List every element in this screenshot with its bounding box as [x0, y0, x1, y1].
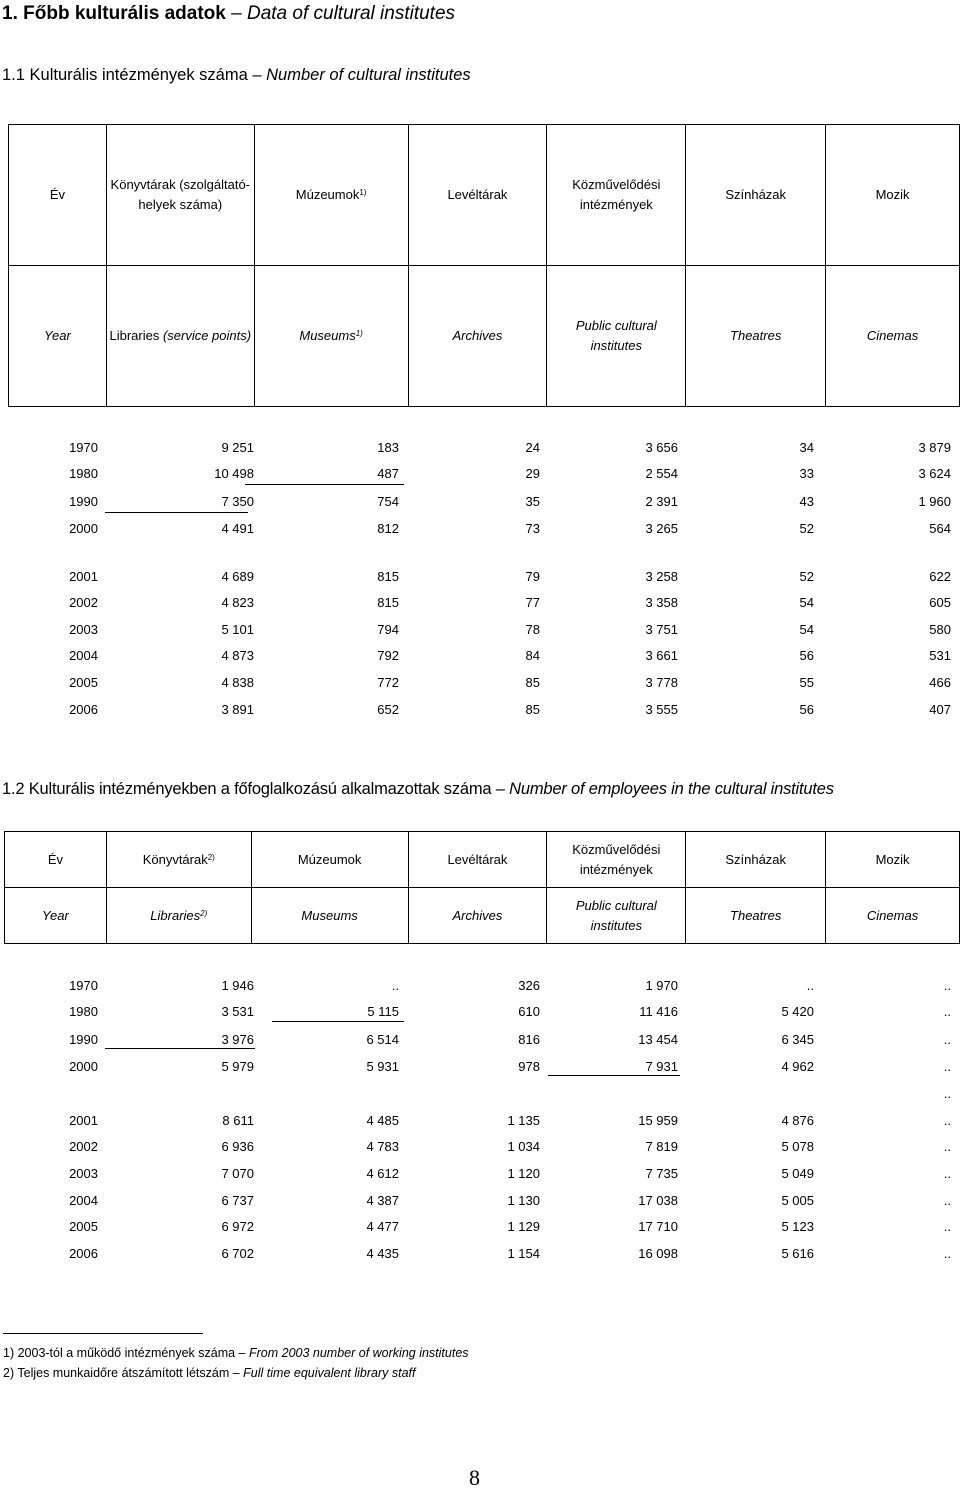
col2-libraries-hu [106, 832, 251, 888]
table-cell: 1970 [69, 978, 98, 993]
table-cell: 2002 [69, 595, 98, 610]
table-cell: 2005 [69, 675, 98, 690]
table-cell: 5 101 [221, 622, 254, 637]
col-libraries-en [106, 266, 254, 407]
footnote-2-en: Full time equivalent library staff [243, 1366, 416, 1380]
col-year-en: Year [9, 266, 107, 407]
table2-title-en: Number of employees in the cultural institutes [509, 780, 834, 798]
table-cell: 13 454 [638, 1032, 678, 1047]
col2-public-en-line1: Public cultural [575, 897, 657, 913]
table-cell: 4 962 [781, 1059, 814, 1074]
table-cell: 794 [377, 622, 399, 637]
page-title-dash: – [231, 3, 247, 24]
table-cell: 466 [929, 675, 951, 690]
table-cell: 4 876 [781, 1113, 814, 1128]
table-cell: 1 034 [507, 1139, 540, 1154]
footnote-marker: 1) [355, 329, 363, 338]
table-cell: 1990 [69, 1032, 98, 1047]
col2-museums-en: Museums [251, 888, 408, 944]
table-cell: 43 [799, 494, 814, 509]
table-cell: 2006 [69, 1246, 98, 1261]
table2-title-hu: 1.2 Kulturális intézményekben a főfoglalkozású alkalmazottak száma [2, 780, 496, 798]
table-cell: 5 931 [366, 1059, 399, 1074]
table-row [0, 702, 960, 722]
table-row [0, 1166, 960, 1186]
table-cell: 6 936 [221, 1139, 254, 1154]
table-row [0, 466, 960, 486]
table-cell: 4 838 [221, 675, 254, 690]
table-cell: 3 258 [645, 569, 678, 584]
table-cell: .. [943, 1219, 951, 1234]
table-cell: 652 [377, 702, 399, 717]
col-public-en-line1: Public cultural [575, 318, 657, 333]
table-cell: 4 823 [221, 595, 254, 610]
table-cell: 816 [518, 1032, 540, 1047]
table-cell: 2 391 [645, 494, 678, 509]
table-cell: 1 946 [221, 978, 254, 993]
table-cell: 3 879 [918, 440, 951, 455]
col-archives-en: Archives [408, 266, 547, 407]
table-cell: 2002 [69, 1139, 98, 1154]
table-cell: 792 [377, 648, 399, 663]
table-cell: 77 [525, 595, 540, 610]
col-year-hu: Év [9, 125, 107, 266]
table-cell: 3 891 [221, 702, 254, 717]
table-row [0, 1032, 960, 1052]
table-cell: 85 [525, 675, 540, 690]
table-cell: 16 098 [638, 1246, 678, 1261]
table-row [0, 1113, 960, 1133]
table-cell: 4 783 [366, 1139, 399, 1154]
footnote-2-dash: – [232, 1366, 244, 1380]
table-row [0, 1139, 960, 1159]
col-libraries-hu-line1: Könyvtárak (szolgáltató- [110, 177, 250, 192]
table-cell: 564 [929, 521, 951, 536]
table-cell: 1 960 [918, 494, 951, 509]
table-cell: 54 [799, 595, 814, 610]
table-row [0, 1059, 960, 1079]
table-cell: 7 350 [221, 494, 254, 509]
table2-header [4, 831, 960, 944]
table-cell: 2000 [69, 1059, 98, 1074]
table-cell: 7 819 [645, 1139, 678, 1154]
table-cell: 6 737 [221, 1193, 254, 1208]
col2-year-en: Year [5, 888, 107, 944]
table-cell: 2003 [69, 1166, 98, 1181]
footnote-marker: 2) [200, 908, 208, 918]
table-cell: 33 [799, 466, 814, 481]
col-theatres-hu: Színházak [686, 125, 826, 266]
table-cell: 85 [525, 702, 540, 717]
col2-theatres-hu: Színházak [686, 832, 826, 888]
table-cell: 2006 [69, 702, 98, 717]
footnote-rule [3, 1333, 203, 1334]
table2-title [2, 780, 834, 799]
table1-title-dash: – [252, 66, 267, 84]
col-libraries-hu [106, 125, 254, 266]
col-theatres-en: Theatres [686, 266, 826, 407]
table2-header-hu-row [5, 832, 960, 888]
table-cell: 2 554 [645, 466, 678, 481]
table-cell: 7 735 [645, 1166, 678, 1181]
table-cell: 610 [518, 1004, 540, 1019]
table-cell: 3 778 [645, 675, 678, 690]
table-cell: 17 710 [638, 1219, 678, 1234]
table-cell: 52 [799, 521, 814, 536]
col-public-hu-line2: intézmények [579, 197, 653, 212]
table1-title [2, 66, 471, 85]
col2-public-hu-line1: Közművelődési [572, 841, 661, 857]
table-cell: .. [943, 1004, 951, 1019]
table-cell: 1 135 [507, 1113, 540, 1128]
col2-cinemas-en: Cinemas [826, 888, 960, 944]
footnote-2 [3, 1366, 415, 1380]
col-archives-hu: Levéltárak [408, 125, 547, 266]
col-public-hu [547, 125, 686, 266]
table-cell: 580 [929, 622, 951, 637]
table-cell: 6 345 [781, 1032, 814, 1047]
table-cell: 84 [525, 648, 540, 663]
table-cell: 4 387 [366, 1193, 399, 1208]
col2-libraries-hu-text: Könyvtárak [142, 851, 208, 867]
col2-year-hu: Év [5, 832, 107, 888]
col2-public-en-line2: institutes [590, 917, 642, 933]
table-cell: .. [943, 1139, 951, 1154]
table-cell: 772 [377, 675, 399, 690]
table-row [0, 1246, 960, 1266]
table-cell: .. [943, 978, 951, 993]
col2-cinemas-hu: Mozik [826, 832, 960, 888]
table-cell: 5 616 [781, 1246, 814, 1261]
table-cell: 815 [377, 569, 399, 584]
table-cell: 1980 [69, 466, 98, 481]
table-cell: 34 [799, 440, 814, 455]
page-number: 8 [469, 1465, 480, 1490]
table-cell: 8 611 [222, 1113, 254, 1128]
col2-libraries-en [106, 888, 251, 944]
table-cell: 4 612 [366, 1166, 399, 1181]
footnote-marker: 2) [207, 852, 215, 862]
table-row [0, 1219, 960, 1239]
table-cell: 815 [377, 595, 399, 610]
table-cell: 978 [518, 1059, 540, 1074]
col-museums-hu [254, 125, 408, 266]
table-cell: .. [943, 1166, 951, 1181]
table-cell: .. [943, 1086, 951, 1101]
footnote-marker: 1) [359, 188, 367, 197]
table-row [0, 622, 960, 642]
table-cell: 812 [377, 521, 399, 536]
table-cell: 3 358 [645, 595, 678, 610]
table-cell: 2003 [69, 622, 98, 637]
table-cell: 3 555 [645, 702, 678, 717]
table-cell: 4 477 [366, 1219, 399, 1234]
col-cinemas-hu: Mozik [826, 125, 960, 266]
table-cell: 79 [525, 569, 540, 584]
footnote-1-hu: 1) 2003-tól a működő intézmények száma [3, 1346, 239, 1360]
table-cell: 29 [525, 466, 540, 481]
table-cell: 5 115 [367, 1004, 399, 1019]
table1-title-en: Number of cultural institutes [266, 66, 471, 84]
table-cell: 11 416 [639, 1004, 678, 1019]
table1-title-hu: 1.1 Kulturális intézmények száma [2, 66, 253, 84]
table-row [0, 648, 960, 668]
table-cell: 5 123 [781, 1219, 814, 1234]
col-public-en-line2: institutes [590, 338, 642, 353]
table-cell: 17 038 [638, 1193, 678, 1208]
table-cell: 4 485 [366, 1113, 399, 1128]
table-cell: .. [943, 1246, 951, 1261]
table-cell: 6 514 [366, 1032, 399, 1047]
table-row [0, 494, 960, 514]
table-cell: 4 491 [221, 521, 254, 536]
col-libraries-hu-line2: helyek száma) [138, 197, 223, 212]
table-cell: 56 [799, 702, 814, 717]
table-cell: 1 970 [645, 978, 678, 993]
table-row [0, 569, 960, 589]
table-cell: 1 154 [507, 1246, 540, 1261]
table-cell: 73 [525, 521, 540, 536]
table-cell: 3 624 [918, 466, 951, 481]
table-cell: 6 702 [221, 1246, 254, 1261]
table-cell: 2001 [69, 1113, 98, 1128]
col-museums-en [254, 266, 408, 407]
table-cell: 3 531 [221, 1004, 254, 1019]
col2-libraries-en-text: Libraries [150, 907, 201, 923]
table-row [0, 1004, 960, 1024]
table-cell: 754 [377, 494, 399, 509]
table-cell: 407 [929, 702, 951, 717]
table-cell: 3 751 [645, 622, 678, 637]
table2-rule [548, 1075, 680, 1076]
col2-museums-hu: Múzeumok [251, 832, 408, 888]
table-cell: 5 979 [221, 1059, 254, 1074]
table-cell: 3 265 [645, 521, 678, 536]
table-cell: 6 972 [221, 1219, 254, 1234]
table-cell: 3 656 [645, 440, 678, 455]
page-title-hu: 1. Főbb kulturális adatok [2, 3, 232, 24]
table-cell: 1 130 [507, 1193, 540, 1208]
table1-rule [105, 512, 248, 513]
col-museums-hu-text: Múzeumok [295, 187, 360, 202]
table-cell: 531 [929, 648, 951, 663]
table-cell: 5 078 [781, 1139, 814, 1154]
footnote-1 [3, 1346, 469, 1360]
table-row [0, 595, 960, 615]
col-public-en [547, 266, 686, 407]
table-cell: .. [391, 978, 399, 993]
table-cell: 1970 [69, 440, 98, 455]
table-cell: 2001 [69, 569, 98, 584]
table-cell: 622 [929, 569, 951, 584]
table-cell: .. [806, 978, 814, 993]
table-cell: 35 [525, 494, 540, 509]
table-cell: 7 931 [645, 1059, 678, 1074]
table1-header-hu-row [9, 125, 960, 266]
page-title-en: Data of cultural institutes [246, 3, 456, 24]
table-cell: 5 049 [781, 1166, 814, 1181]
table-cell: .. [943, 1113, 951, 1128]
table-cell: 15 959 [638, 1113, 678, 1128]
table1-header [8, 124, 960, 407]
col-public-hu-line1: Közművelődési [572, 177, 661, 192]
table-cell: 2004 [69, 1193, 98, 1208]
table-row [0, 440, 960, 460]
table-cell: 4 435 [366, 1246, 399, 1261]
table-cell: 10 498 [214, 466, 254, 481]
col2-public-hu-line2: intézmények [579, 861, 653, 877]
table-cell: 1980 [69, 1004, 98, 1019]
table2-rule [272, 1021, 404, 1022]
table-cell: 5 005 [781, 1193, 814, 1208]
col2-public-hu [547, 832, 686, 888]
table-row [0, 675, 960, 695]
table-cell: 54 [799, 622, 814, 637]
table-cell: 2005 [69, 1219, 98, 1234]
table-cell: .. [943, 1059, 951, 1074]
table-cell: 24 [525, 440, 540, 455]
col2-archives-en: Archives [408, 888, 547, 944]
table-cell: 3 661 [645, 648, 678, 663]
table-cell: 78 [525, 622, 540, 637]
table-cell: 52 [799, 569, 814, 584]
table-cell: 1990 [69, 494, 98, 509]
table-cell: 55 [799, 675, 814, 690]
table1-header-en-row [9, 266, 960, 407]
table2-header-en-row [5, 888, 960, 944]
table-cell: 2004 [69, 648, 98, 663]
col2-theatres-en: Theatres [686, 888, 826, 944]
table-row [0, 521, 960, 541]
footnote-2-hu: 2) Teljes munkaidőre átszámított létszám [3, 1366, 233, 1380]
table-cell: 1 120 [507, 1166, 540, 1181]
table-cell: 2000 [69, 521, 98, 536]
table-row [0, 1193, 960, 1213]
table2-rule [105, 1048, 255, 1049]
table-cell: 56 [799, 648, 814, 663]
footnote-1-dash: – [238, 1346, 249, 1360]
footnote-1-en: From 2003 number of working institutes [248, 1346, 469, 1360]
page-title [2, 3, 455, 25]
table-cell: .. [943, 1032, 951, 1047]
table-row [0, 978, 960, 998]
col2-archives-hu: Levéltárak [408, 832, 547, 888]
table-cell: .. [943, 1193, 951, 1208]
col-libraries-en-a: Libraries [109, 328, 163, 343]
table-cell: 4 689 [221, 569, 254, 584]
table-cell: 605 [929, 595, 951, 610]
col2-public-en [547, 888, 686, 944]
table-cell: 183 [377, 440, 399, 455]
table1-rule [245, 484, 404, 485]
table-cell: 4 873 [221, 648, 254, 663]
table-cell: 3 976 [221, 1032, 254, 1047]
table-row [0, 1086, 960, 1106]
table2-title-dash: – [495, 780, 510, 798]
col-libraries-en-b: (service points) [162, 328, 252, 343]
col-museums-en-text: Museums [299, 328, 356, 343]
table-cell: 326 [518, 978, 540, 993]
table-cell: 487 [377, 466, 399, 481]
table-cell: 7 070 [221, 1166, 254, 1181]
table-cell: 5 420 [781, 1004, 814, 1019]
table-cell: 1 129 [507, 1219, 540, 1234]
table-cell: 9 251 [221, 440, 254, 455]
col-cinemas-en: Cinemas [826, 266, 960, 407]
